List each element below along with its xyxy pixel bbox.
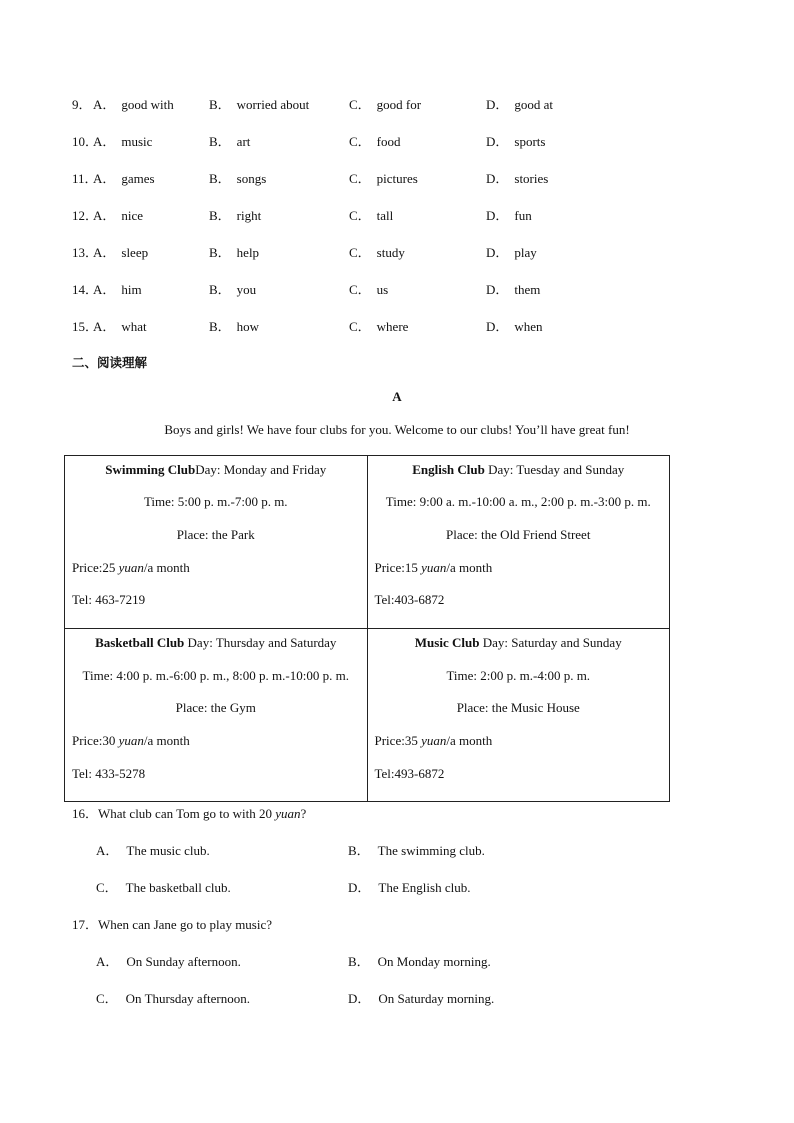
- club-tel: Tel: 463-7219: [72, 592, 146, 607]
- club-cell-swimming: [65, 456, 368, 629]
- answer-option[interactable]: D． stories: [486, 171, 549, 186]
- answer-option[interactable]: B． you: [209, 282, 257, 297]
- club-place: Place: the Music House: [456, 700, 580, 715]
- answer-option[interactable]: C． good for: [349, 97, 422, 112]
- club-day: Day: Monday and Friday: [195, 462, 327, 477]
- club-time: Time: 2:00 p. m.-4:00 p. m.: [446, 668, 591, 683]
- club-day: Day: Thursday and Saturday: [184, 635, 337, 650]
- answer-option[interactable]: A． On Sunday afternoon.: [96, 954, 241, 969]
- club-time: Time: 5:00 p. m.-7:00 p. m.: [143, 494, 288, 509]
- answer-option[interactable]: B． how: [209, 319, 260, 334]
- club-tel: Tel:403-6872: [374, 592, 445, 607]
- answer-option[interactable]: B． On Monday morning.: [348, 954, 491, 969]
- answer-option[interactable]: A． music: [93, 134, 153, 149]
- answer-option[interactable]: C． study: [349, 245, 405, 260]
- club-price: Price:35 yuan/a month: [374, 733, 493, 748]
- club-name: English Club: [412, 462, 485, 477]
- answer-option[interactable]: A． what: [93, 319, 147, 334]
- club-price: Price:15 yuan/a month: [374, 560, 493, 575]
- club-cell-basketball: [65, 629, 368, 802]
- question-number: 13．: [72, 245, 99, 260]
- club-time: Time: 4:00 p. m.-6:00 p. m., 8:00 p. m.-10:00 p. m.: [82, 668, 349, 683]
- answer-option[interactable]: A． him: [93, 282, 142, 297]
- answer-option[interactable]: D． when: [486, 319, 543, 334]
- club-name: Music Club: [414, 635, 480, 650]
- passage-letter: A: [392, 389, 402, 404]
- answer-option[interactable]: C． pictures: [349, 171, 418, 186]
- answer-option[interactable]: A． good with: [93, 97, 174, 112]
- question-number: 9．: [72, 97, 92, 112]
- answer-option[interactable]: D． them: [486, 282, 541, 297]
- answer-option[interactable]: C． On Thursday afternoon.: [96, 991, 250, 1006]
- club-place: Place: the Park: [176, 527, 255, 542]
- section-title: 二、阅读理解: [72, 355, 148, 370]
- club-price: Price:30 yuan/a month: [72, 733, 190, 748]
- answer-option[interactable]: B． worried about: [209, 97, 310, 112]
- answer-option[interactable]: C． us: [349, 282, 389, 297]
- answer-option[interactable]: D． On Saturday morning.: [348, 991, 495, 1006]
- question-number: 15．: [72, 319, 99, 334]
- club-cell-music: [367, 629, 670, 802]
- answer-option[interactable]: B． The swimming club.: [348, 843, 485, 858]
- answer-option[interactable]: B． right: [209, 208, 262, 223]
- answer-option[interactable]: B． help: [209, 245, 260, 260]
- club-day: Day: Tuesday and Sunday: [484, 462, 625, 477]
- answer-option[interactable]: B． songs: [209, 171, 267, 186]
- club-tel: Tel: 433-5278: [72, 766, 146, 781]
- answer-option[interactable]: D． sports: [486, 134, 546, 149]
- answer-option[interactable]: C． food: [349, 134, 401, 149]
- answer-option[interactable]: B． art: [209, 134, 251, 149]
- club-cell-english: [367, 456, 670, 629]
- question-17: 17．When can Jane go to play music?: [72, 917, 273, 932]
- answer-option[interactable]: D． fun: [486, 208, 532, 223]
- club-name: Basketball Club: [95, 635, 185, 650]
- answer-option[interactable]: C． where: [349, 319, 409, 334]
- club-time: Time: 9:00 a. m.-10:00 a. m., 2:00 p. m.-3:00 p. m.: [385, 494, 651, 509]
- club-place: Place: the Old Friend Street: [446, 527, 591, 542]
- answer-option[interactable]: C． tall: [349, 208, 394, 223]
- club-place: Place: the Gym: [175, 700, 256, 715]
- answer-option[interactable]: A． games: [93, 171, 155, 186]
- answer-option[interactable]: A． The music club.: [96, 843, 210, 858]
- club-day: Day: Saturday and Sunday: [479, 635, 622, 650]
- answer-option[interactable]: D． The English club.: [348, 880, 471, 895]
- passage-intro: Boys and girls! We have four clubs for you. Welcome to our clubs! You’ll have great fun!: [164, 422, 630, 437]
- answer-option[interactable]: C． The basketball club.: [96, 880, 231, 895]
- club-price: Price:25 yuan/a month: [72, 560, 190, 575]
- answer-option[interactable]: A． sleep: [93, 245, 149, 260]
- question-number: 11．: [72, 171, 98, 186]
- clubs-table: [64, 455, 670, 802]
- question-number: 10．: [72, 134, 99, 149]
- question-number: 12．: [72, 208, 99, 223]
- club-tel: Tel:493-6872: [374, 766, 445, 781]
- answer-option[interactable]: D． play: [486, 245, 537, 260]
- question-number: 14．: [72, 282, 99, 297]
- answer-option[interactable]: A． nice: [93, 208, 144, 223]
- club-name: Swimming Club: [105, 462, 196, 477]
- answer-option[interactable]: D． good at: [486, 97, 554, 112]
- question-16: 16．What club can Tom go to with 20 yuan?: [72, 806, 307, 821]
